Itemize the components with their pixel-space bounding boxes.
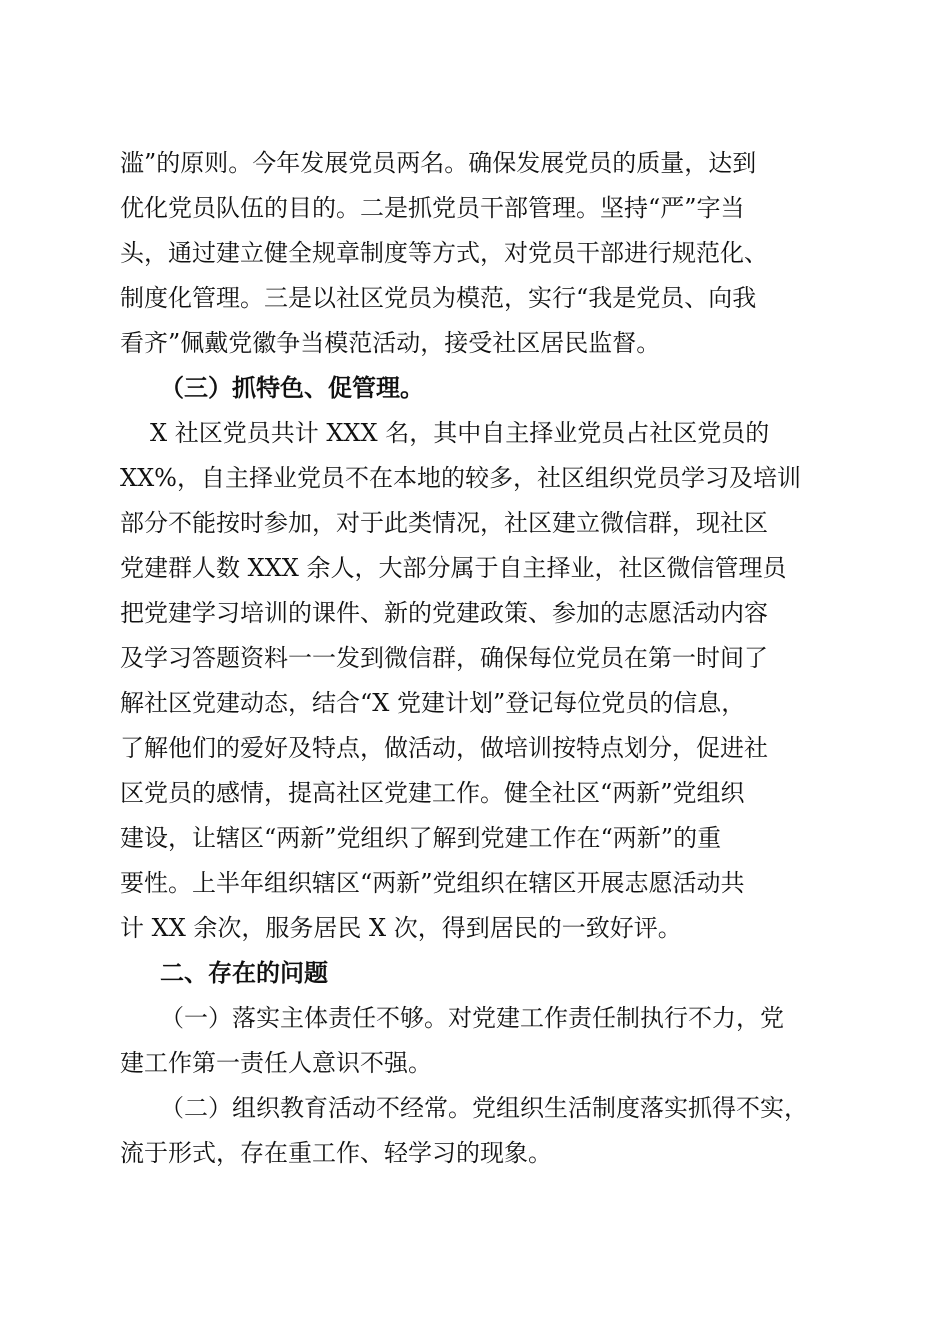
section-heading: （三）抓特色、促管理。 <box>160 373 424 402</box>
paragraph-line: 及学习答题资料一一发到微信群，确保每位党员在第一时间了 <box>120 644 768 672</box>
paragraph-line: （一）落实主体责任不够。对党建工作责任制执行不力，党 <box>160 1004 784 1032</box>
paragraph-line: 了解他们的爱好及特点，做活动，做培训按特点划分，促进社 <box>120 734 768 762</box>
paragraph-line: 流于形式，存在重工作、轻学习的现象。 <box>120 1139 552 1167</box>
paragraph-line: 解社区党建动态，结合“X 党建计划”登记每位党员的信息， <box>120 689 746 717</box>
paragraph-line: 要性。上半年组织辖区“两新”党组织在辖区开展志愿活动共 <box>120 869 745 897</box>
chapter-heading: 二、存在的问题 <box>160 958 328 987</box>
paragraph-line: （二）组织教育活动不经常。党组织生活制度落实抓得不实， <box>160 1094 808 1122</box>
paragraph-line: XX%，自主择业党员不在本地的较多，社区组织党员学习及培训 <box>120 464 801 492</box>
paragraph-line: 区党员的感情，提高社区党建工作。健全社区“两新”党组织 <box>120 779 745 807</box>
paragraph-line: 把党建学习培训的课件、新的党建政策、参加的志愿活动内容 <box>120 599 768 627</box>
paragraph-line: 党建群人数 XXX 余人，大部分属于自主择业，社区微信管理员 <box>120 554 787 582</box>
paragraph-line: 建设，让辖区“两新”党组织了解到党建工作在“两新”的重 <box>120 824 722 852</box>
paragraph-line: 部分不能按时参加，对于此类情况，社区建立微信群，现社区 <box>120 509 768 537</box>
paragraph-line: 建工作第一责任人意识不强。 <box>120 1049 432 1077</box>
paragraph-line: 滥”的原则。今年发展党员两名。确保发展党员的质量，达到 <box>120 149 757 177</box>
paragraph-line: 头，通过建立健全规章制度等方式，对党员干部进行规范化、 <box>120 239 768 267</box>
paragraph-line: 看齐”佩戴党徽争当模范活动，接受社区居民监督。 <box>120 329 661 357</box>
paragraph-line: X 社区党员共计 XXX 名，其中自主择业党员占社区党员的 <box>150 419 770 447</box>
paragraph-line: 计 XX 余次，服务居民 X 次，得到居民的一致好评。 <box>120 914 682 942</box>
paragraph-line: 优化党员队伍的目的。二是抓党员干部管理。坚持“严”字当 <box>120 194 745 222</box>
paragraph-line: 制度化管理。三是以社区党员为模范，实行“我是党员、向我 <box>120 284 757 312</box>
